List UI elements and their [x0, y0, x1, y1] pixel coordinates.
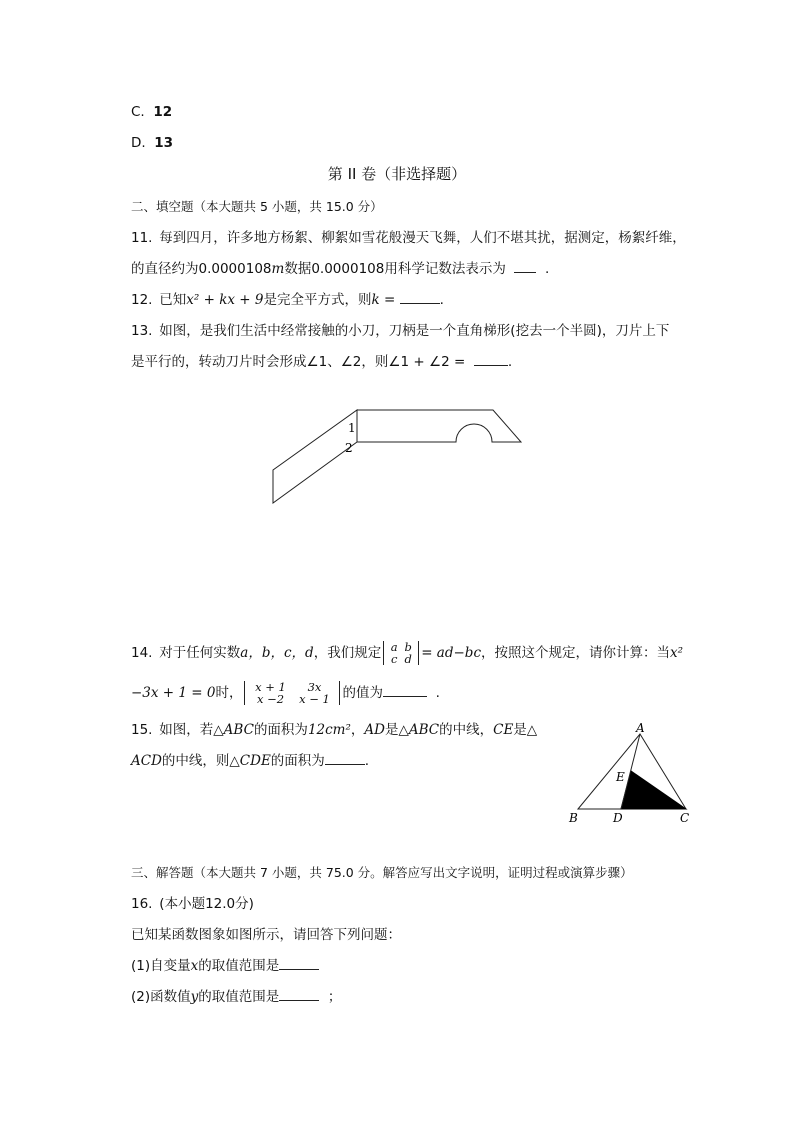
triangle-cde-shaded	[621, 771, 686, 809]
knife-handle	[357, 410, 521, 442]
q15-number: 15.	[131, 722, 153, 738]
q16-part1: (1)自变量x的取值范围是	[131, 956, 319, 976]
vertex-a-label: A	[636, 721, 645, 735]
q11-line1: 11. 每到四月，许多地方杨絮、柳絮如雪花般漫天飞舞，人们不堪其扰，据测定，杨絮纤维，	[131, 230, 686, 246]
q16-part2-blank	[279, 988, 319, 1001]
section3-heading: 三、解答题（本大题共 7 小题，共 75.0 分。解答应写出文字说明，证明过程或演算步骤）	[131, 865, 633, 880]
q11-line2: 的直径约为0.0000108m数据0.0000108用科学记数法表示为 .	[131, 261, 550, 277]
section2-title: 第 II 卷（非选择题）	[327, 165, 467, 183]
q12-number: 12.	[131, 292, 153, 308]
option-d: D. 13	[131, 135, 174, 151]
q13-line2: 是平行的，转动刀片时会形成∠1、∠2，则∠1 + ∠2 = .	[131, 354, 513, 370]
triangle-figure	[562, 720, 702, 830]
point-d-label: D	[613, 811, 623, 825]
q16-intro: 已知某函数图象如图所示，请回答下列问题：	[131, 927, 401, 943]
q14-answer-blank	[383, 684, 427, 697]
q13-number: 13.	[131, 323, 153, 339]
q13-line1: 13. 如图，是我们生活中经常接触的小刀，刀柄是一个直角梯形(挖去一个半圆)，刀片上下	[131, 323, 670, 339]
vertex-c-label: C	[680, 811, 690, 825]
determinant-expression: x + 1 3x x −2 x − 1	[244, 681, 340, 705]
q14-line2: −3x + 1 = 0时， x + 1 3x x −2 x − 1 的值为 .	[131, 680, 440, 706]
q12-answer-blank	[400, 291, 440, 304]
q11-number: 11.	[131, 230, 153, 246]
q16-line: 16. (本小题12.0分)	[131, 896, 254, 912]
q15-line1: 15. 如图，若△ABC的面积为12cm²，AD是△ABC的中线，CE是△	[131, 722, 538, 738]
q15-answer-blank	[325, 752, 365, 765]
angle-1-label: 1	[348, 421, 356, 435]
q13-answer-blank	[474, 353, 508, 366]
q11-answer-blank	[514, 260, 536, 273]
angle-2-label: 2	[345, 441, 353, 455]
knife-blade	[273, 410, 357, 503]
q14-number: 14.	[131, 645, 153, 661]
determinant-definition: a b c d	[383, 641, 419, 665]
knife-figure	[265, 400, 535, 510]
q16-number: 16.	[131, 896, 153, 912]
q14-line1: 14. 对于任何实数a，b，c，d，我们规定 a b c d = ad−bc，按照这个规定，请你计算：当x²	[131, 640, 684, 666]
q16-part2: (2)函数值y的取值范围是 ；	[131, 989, 342, 1005]
section2-heading: 二、填空题（本大题共 5 小题，共 15.0 分）	[131, 199, 383, 214]
point-e-label: E	[616, 770, 625, 784]
q12-line: 12. 已知x² + kx + 9是完全平方式，则k = .	[131, 292, 444, 308]
vertex-b-label: B	[569, 811, 578, 825]
option-c: C. 12	[131, 104, 173, 120]
q15-line2: ACD的中线，则△CDE的面积为 .	[131, 753, 370, 769]
q16-part1-blank	[279, 957, 319, 970]
